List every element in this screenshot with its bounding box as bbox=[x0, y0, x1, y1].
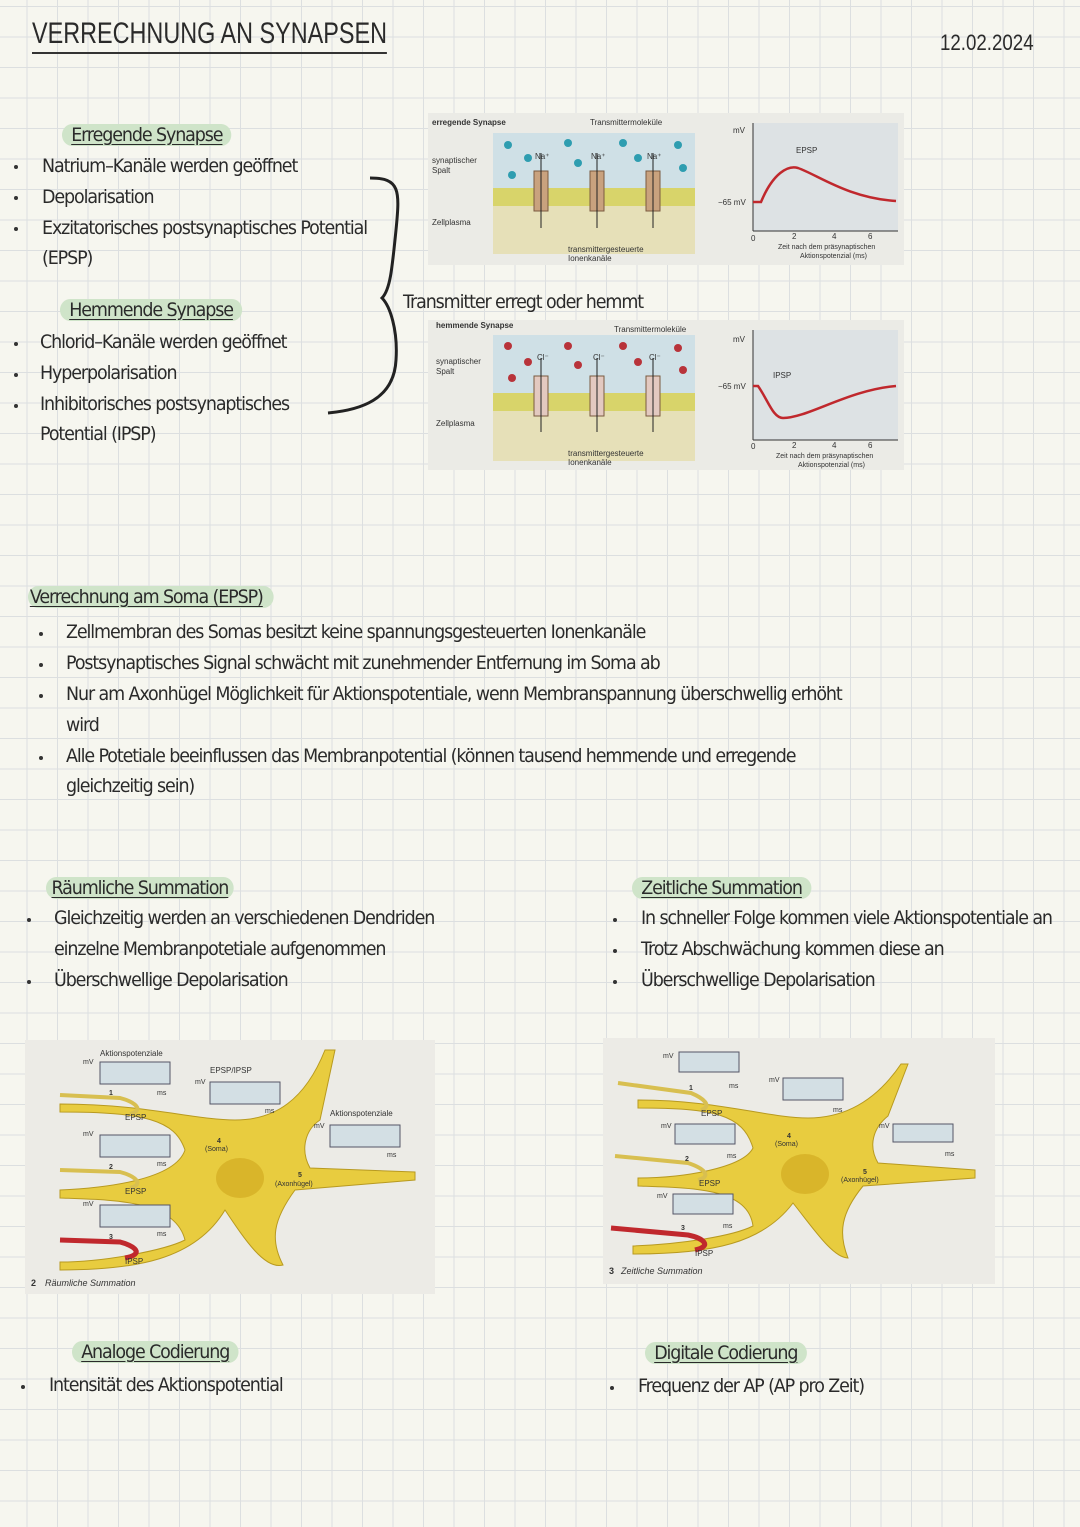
mv-label: mV bbox=[879, 1123, 890, 1130]
x-tick: 0 bbox=[751, 442, 756, 451]
soma-bullet: gleichzeitig sein) bbox=[66, 775, 195, 797]
x-axis-label: Aktionspotenzial (ms) bbox=[798, 462, 865, 469]
ms-label: ms bbox=[157, 1090, 167, 1097]
transmitter-label: Transmittermoleküle bbox=[590, 118, 663, 127]
ipsp-label: IPSP bbox=[695, 1249, 714, 1258]
inhibitory-bullet: Hyperpolarisation bbox=[40, 362, 177, 384]
mv-label: mV bbox=[769, 1077, 780, 1084]
inhibitory-heading bbox=[60, 295, 242, 326]
x-axis-label: Aktionspotenzial (ms) bbox=[800, 253, 867, 260]
epsp-label: EPSP bbox=[701, 1109, 723, 1118]
point-1: 1 bbox=[689, 1085, 693, 1092]
epsp-figure bbox=[428, 113, 904, 265]
temporal-bullet: In schneller Folge kommen viele Aktionspotentiale an bbox=[641, 907, 1052, 929]
excitatory-bullet: Natrium–Kanäle werden geöffnet bbox=[42, 155, 298, 177]
point-5: 5 bbox=[298, 1172, 302, 1179]
ion-label: Cl⁻ bbox=[649, 353, 661, 362]
x-tick: 2 bbox=[792, 232, 797, 241]
ms-label: ms bbox=[157, 1161, 167, 1168]
point-3: 3 bbox=[109, 1234, 113, 1241]
soma-bullet: wird bbox=[66, 714, 99, 736]
transmitter-label: Transmittermoleküle bbox=[614, 325, 687, 334]
inhibitory-bullet: Inhibitorisches postsynaptisches bbox=[40, 393, 290, 415]
curly-brace-icon bbox=[320, 170, 410, 420]
figure-caption: Zeitliche Summation bbox=[621, 1266, 703, 1276]
mv-label: mV bbox=[83, 1201, 94, 1208]
point-1: 1 bbox=[109, 1090, 113, 1097]
spatial-heading bbox=[46, 873, 234, 904]
y-axis-label: mV bbox=[733, 126, 745, 135]
bullet bbox=[613, 918, 617, 922]
ion-label: Cl⁻ bbox=[593, 353, 605, 362]
y-axis-label: mV bbox=[733, 335, 745, 344]
point-4: 4 bbox=[217, 1138, 221, 1145]
bullet bbox=[14, 404, 18, 408]
bullet bbox=[27, 980, 31, 984]
caption-number: 2 bbox=[31, 1278, 37, 1288]
mv-label: mV bbox=[83, 1059, 94, 1066]
cleft-label: synaptischer bbox=[432, 156, 477, 165]
mv-label: mV bbox=[314, 1123, 325, 1130]
peak-label: IPSP bbox=[773, 371, 792, 380]
spatial-bullet: Überschwellige Depolarisation bbox=[54, 969, 288, 991]
epsp-label: EPSP bbox=[125, 1187, 147, 1196]
inhibitory-bullet: Potential (IPSP) bbox=[40, 423, 156, 445]
bullet bbox=[14, 227, 18, 231]
x-tick: 6 bbox=[868, 232, 873, 241]
point-5: 5 bbox=[863, 1169, 867, 1176]
nucleus bbox=[216, 1158, 264, 1198]
ms-label: ms bbox=[723, 1223, 733, 1230]
bullet bbox=[14, 373, 18, 377]
epsp-label: EPSP bbox=[699, 1179, 721, 1188]
x-tick: 4 bbox=[832, 441, 837, 450]
channel-label: Ionenkanäle bbox=[568, 458, 612, 467]
bullet bbox=[613, 980, 617, 984]
mv-label: mV bbox=[663, 1053, 674, 1060]
ms-label: ms bbox=[833, 1107, 843, 1114]
analog-heading-text: Analoge Codierung bbox=[72, 1341, 238, 1363]
spatial-heading-text: Räumliche Summation bbox=[46, 877, 234, 899]
inhibitory-heading-text: Hemmende Synapse bbox=[60, 299, 242, 321]
channel-label: transmittergesteuerte bbox=[568, 245, 644, 254]
temporal-bullet: Trotz Abschwächung kommen diese an bbox=[641, 938, 944, 960]
temporal-summation-figure bbox=[603, 1038, 995, 1284]
action-potentials-label: Aktionspotenziale bbox=[100, 1049, 163, 1058]
axon-hillock-label: (Axonhügel) bbox=[841, 1177, 879, 1184]
bullet bbox=[610, 1386, 614, 1390]
brace-note: Transmitter erregt oder hemmt bbox=[403, 291, 644, 313]
bullet bbox=[613, 949, 617, 953]
figure-title: erregende Synapse bbox=[432, 118, 506, 127]
baseline-label: −65 mV bbox=[718, 382, 746, 391]
epsp-ipsp-label: EPSP/IPSP bbox=[210, 1066, 252, 1075]
x-axis-label: Zeit nach dem präsynaptischen bbox=[776, 453, 874, 460]
ion-label: Na⁺ bbox=[591, 152, 606, 161]
mv-label: mV bbox=[83, 1131, 94, 1138]
bullet bbox=[39, 694, 43, 698]
soma-label: (Soma) bbox=[205, 1146, 228, 1153]
digital-heading-text: Digitale Codierung bbox=[645, 1342, 807, 1364]
ion-label: Na⁺ bbox=[535, 152, 550, 161]
action-potentials-label: Aktionspotenziale bbox=[330, 1109, 393, 1118]
excitatory-bullet: Depolarisation bbox=[42, 186, 154, 208]
baseline-label: −65 mV bbox=[718, 198, 746, 207]
mv-label: mV bbox=[657, 1193, 668, 1200]
channel-label: Ionenkanäle bbox=[568, 254, 612, 263]
channel-label: transmittergesteuerte bbox=[568, 449, 644, 458]
x-tick: 0 bbox=[751, 234, 756, 243]
spatial-bullet: einzelne Membranpotetiale aufgenommen bbox=[54, 938, 386, 960]
temporal-bullet: Überschwellige Depolarisation bbox=[641, 969, 875, 991]
cleft-label: Spalt bbox=[432, 166, 451, 175]
nucleus bbox=[781, 1154, 829, 1194]
analog-heading bbox=[72, 1337, 238, 1368]
bullet bbox=[39, 632, 43, 636]
ms-label: ms bbox=[387, 1152, 397, 1159]
excitatory-heading-text: Erregende Synapse bbox=[62, 124, 232, 146]
page-title: VERRECHNUNG AN SYNAPSEN bbox=[32, 16, 387, 54]
soma-bullet: Postsynaptisches Signal schwächt mit zunehmender Entfernung im Soma ab bbox=[66, 652, 660, 674]
ms-label: ms bbox=[945, 1151, 955, 1158]
soma-bullet: Nur am Axonhügel Möglichkeit für Aktionspotentiale, wenn Membranspannung überschwellig erhöht bbox=[66, 683, 842, 705]
point-3: 3 bbox=[681, 1225, 685, 1232]
digital-heading bbox=[645, 1338, 807, 1369]
cleft-label: synaptischer bbox=[436, 357, 481, 366]
x-tick: 4 bbox=[832, 232, 837, 241]
inhibitory-bullet: Chlorid–Kanäle werden geöffnet bbox=[40, 331, 287, 353]
ms-label: ms bbox=[157, 1231, 167, 1238]
bullet bbox=[21, 1385, 25, 1389]
x-axis-label: Zeit nach dem präsynaptischen bbox=[778, 244, 876, 251]
excitatory-bullet: Exzitatorisches postsynaptisches Potential bbox=[42, 217, 368, 239]
ion-label: Na⁺ bbox=[647, 152, 662, 161]
axon-hillock-label: (Axonhügel) bbox=[275, 1181, 313, 1188]
ipsp-figure bbox=[428, 320, 904, 470]
plasma-label: Zellplasma bbox=[436, 419, 475, 428]
soma-bullet: Zellmembran des Somas besitzt keine spannungsgesteuerten Ionenkanäle bbox=[66, 621, 646, 643]
analog-bullet: Intensität des Aktionspotential bbox=[49, 1374, 283, 1396]
soma-bullet: Alle Potetiale beeinflussen das Membranpotential (können tausend hemmende und erregende bbox=[66, 745, 796, 767]
ion-label: Cl⁻ bbox=[537, 353, 549, 362]
ipsp-label: IPSP bbox=[125, 1257, 144, 1266]
peak-label: EPSP bbox=[796, 146, 818, 155]
figure-caption: Räumliche Summation bbox=[45, 1278, 136, 1288]
ms-label: ms bbox=[265, 1108, 275, 1115]
bullet bbox=[27, 918, 31, 922]
point-2: 2 bbox=[109, 1164, 113, 1171]
mv-label: mV bbox=[661, 1123, 672, 1130]
plasma-label: Zellplasma bbox=[432, 218, 471, 227]
x-tick: 6 bbox=[868, 441, 873, 450]
caption-number: 3 bbox=[609, 1266, 615, 1276]
bullet bbox=[39, 756, 43, 760]
point-2: 2 bbox=[685, 1156, 689, 1163]
cleft-label: Spalt bbox=[436, 367, 455, 376]
temporal-heading bbox=[632, 873, 811, 904]
digital-bullet: Frequenz der AP (AP pro Zeit) bbox=[638, 1375, 865, 1397]
ms-label: ms bbox=[727, 1153, 737, 1160]
date: 12.02.2024 bbox=[940, 30, 1034, 55]
bullet bbox=[39, 663, 43, 667]
soma-label: (Soma) bbox=[775, 1141, 798, 1148]
bullet bbox=[14, 165, 18, 169]
soma-heading bbox=[28, 582, 274, 613]
spatial-bullet: Gleichzeitig werden an verschiedenen Dendriden bbox=[54, 907, 435, 929]
x-tick: 2 bbox=[792, 441, 797, 450]
ms-label: ms bbox=[729, 1083, 739, 1090]
bullet bbox=[14, 342, 18, 346]
spatial-summation-figure bbox=[25, 1040, 435, 1294]
soma-heading-text: Verrechnung am Soma (EPSP) bbox=[28, 586, 274, 608]
mv-label: mV bbox=[195, 1079, 206, 1086]
excitatory-bullet: (EPSP) bbox=[42, 247, 93, 269]
figure-title: hemmende Synapse bbox=[436, 321, 514, 330]
temporal-heading-text: Zeitliche Summation bbox=[632, 877, 811, 899]
bullet bbox=[14, 196, 18, 200]
excitatory-heading bbox=[62, 120, 232, 151]
point-4: 4 bbox=[787, 1133, 791, 1140]
epsp-label: EPSP bbox=[125, 1113, 147, 1122]
